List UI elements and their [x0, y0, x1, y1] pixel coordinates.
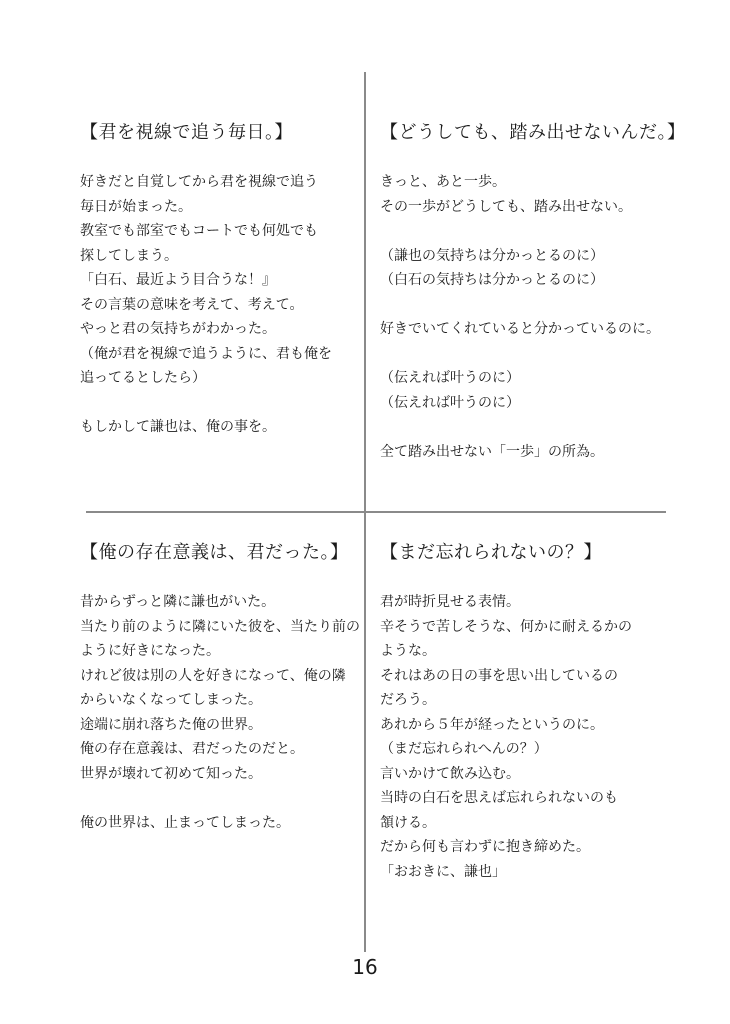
text-line: 好きでいてくれていると分かっているのに。	[380, 321, 660, 337]
text-line: 全て踏み出せない「一歩」の所為。	[380, 443, 604, 460]
text-line: （謙也の気持ちは分かっとるのに）	[380, 247, 604, 264]
text-line: （伝えれば叶うのに）	[380, 394, 520, 411]
text-line: 俺の存在意義は、君だったのだと。	[80, 741, 304, 757]
text-line: 昔からずっと隣に謙也がいた。	[80, 594, 276, 610]
blank-line	[380, 219, 650, 244]
text-line: 毎日が始まった。	[80, 198, 192, 215]
text-line: 「おおきに、謙也」	[380, 863, 506, 880]
blank-line	[380, 293, 650, 318]
section-body	[80, 590, 360, 835]
text-line: （白石の気持ちは分かっとるのに）	[380, 272, 604, 288]
section-bottom-left	[80, 540, 360, 835]
text-line: 当たり前のように隣にいた彼を、当たり前の	[80, 618, 360, 635]
text-line: けれど彼は別の人を好きになって、俺の隣	[80, 667, 346, 684]
text-line: 途端に崩れ落ちた俺の世界。	[80, 716, 262, 733]
text-line: だから何も言わずに抱き締めた。	[380, 839, 590, 855]
section-title: 【どうしても、踏み出せないんだ。】	[380, 122, 686, 143]
blank-line	[80, 391, 350, 416]
text-line: ように好きになった。	[80, 643, 220, 659]
text-line: 当時の白石を思えば忘れられないのも	[380, 790, 618, 806]
text-line: きっと、あと一歩。	[380, 174, 506, 190]
text-line: 追ってるとしたら）	[80, 370, 206, 386]
section-title: 【まだ忘れられないの？】	[380, 542, 602, 563]
text-line: 辛そうで苦しそうな、何かに耐えるかの	[380, 618, 632, 635]
text-line: 世界が壊れて初めて知った。	[80, 765, 262, 782]
text-line: ような。	[380, 643, 436, 659]
blank-line	[380, 415, 650, 440]
text-line: その言葉の意味を考えて、考えて。	[80, 296, 304, 313]
text-line: それはあの日の事を思い出しているの	[380, 667, 618, 684]
text-line: 頷ける。	[380, 814, 436, 831]
section-bottom-right	[380, 540, 650, 884]
section-title: 【俺の存在意義は、君だった。】	[80, 542, 349, 563]
section-title: 【君を視線で追う毎日。】	[80, 122, 293, 143]
text-line: 俺の世界は、止まってしまった。	[80, 814, 290, 831]
text-line: だろう。	[380, 692, 436, 708]
text-line: 君が時折見せる表情。	[380, 594, 520, 610]
text-line: やっと君の気持ちがわかった。	[80, 321, 276, 337]
page-number: 16	[352, 955, 378, 979]
text-line: （まだ忘れられへんの？）	[380, 741, 548, 757]
text-line: （伝えれば叶うのに）	[380, 370, 520, 386]
horizontal-divider	[86, 511, 666, 513]
text-line: 教室でも部室でもコートでも何処でも	[80, 223, 318, 239]
text-line: もしかして謙也は、俺の事を。	[80, 419, 276, 435]
section-top-left	[80, 120, 350, 440]
text-line: 「白石、最近よう目合うな！』	[80, 272, 276, 288]
section-body	[380, 590, 650, 884]
section-body	[380, 170, 660, 464]
section-top-right	[380, 120, 686, 464]
text-line: （俺が君を視線で追うように、君も俺を	[80, 345, 332, 362]
section-body	[80, 170, 350, 440]
text-line: あれから５年が経ったというのに。	[380, 716, 604, 733]
blank-line	[380, 342, 650, 367]
text-line: からいなくなってしまった。	[80, 692, 262, 708]
text-line: 探してしまう。	[80, 247, 178, 264]
text-line: 好きだと自覚してから君を視線で追う	[80, 174, 318, 190]
text-line: 言いかけて飲み込む。	[380, 765, 520, 782]
text-line: その一歩がどうしても、踏み出せない。	[380, 198, 632, 215]
blank-line	[80, 786, 350, 811]
